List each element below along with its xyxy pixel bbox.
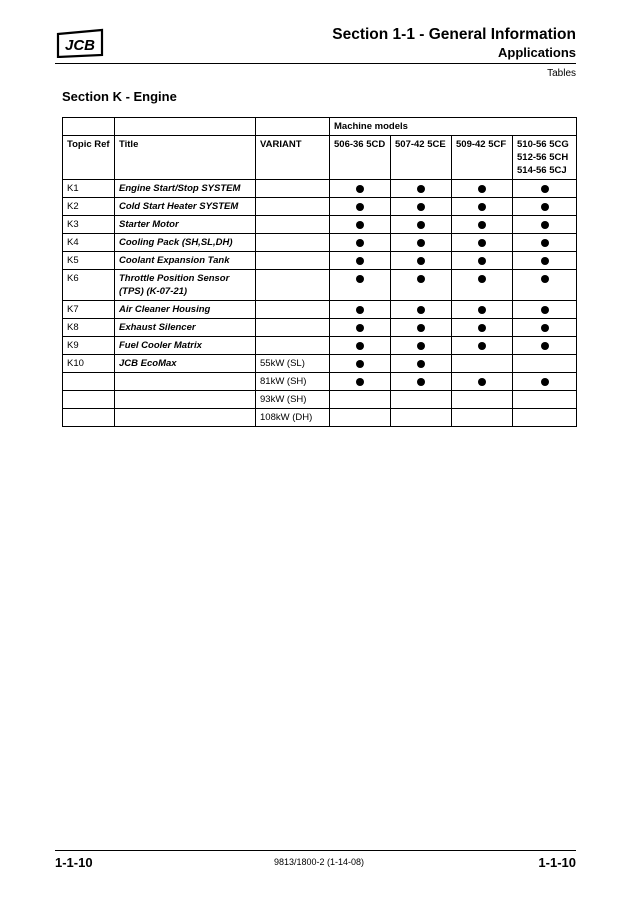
applies-dot-icon — [417, 239, 425, 247]
title-cell: Exhaust Silencer — [115, 319, 256, 337]
topic-ref-cell: K2 — [63, 198, 115, 216]
model-3-cell — [452, 270, 513, 301]
applies-dot-icon — [356, 185, 364, 193]
model-1-cell — [330, 301, 391, 319]
model-1-cell — [330, 270, 391, 301]
model-4-cell — [513, 337, 577, 355]
model-1-cell — [330, 180, 391, 198]
applies-dot-icon — [417, 360, 425, 368]
applies-dot-icon — [417, 221, 425, 229]
model-2-cell — [391, 216, 452, 234]
table-row — [63, 252, 577, 270]
topic-ref-cell — [63, 391, 115, 409]
applies-dot-icon — [541, 239, 549, 247]
model-1-cell — [330, 216, 391, 234]
applies-dot-icon — [356, 342, 364, 350]
model-3-cell — [452, 337, 513, 355]
model-4-cell — [513, 319, 577, 337]
document-reference: 9813/1800-2 (1-14-08) — [273, 857, 365, 867]
table-group-header-row — [63, 118, 577, 136]
table-row — [63, 319, 577, 337]
topic-ref-cell: K5 — [63, 252, 115, 270]
variant-cell — [256, 198, 330, 216]
title-cell — [115, 373, 256, 391]
applies-dot-icon — [541, 257, 549, 265]
applies-dot-icon — [541, 378, 549, 386]
model-3-cell — [452, 180, 513, 198]
variant-cell — [256, 180, 330, 198]
col-header-model-2: 507-42 5CE — [391, 136, 452, 180]
topic-ref-cell: K1 — [63, 180, 115, 198]
applies-dot-icon — [541, 185, 549, 193]
table-row — [63, 373, 577, 391]
table-row — [63, 234, 577, 252]
table-row — [63, 337, 577, 355]
applies-dot-icon — [478, 221, 486, 229]
model-4-cell — [513, 198, 577, 216]
topic-ref-cell — [63, 373, 115, 391]
footer-divider — [55, 850, 576, 851]
variant-cell — [256, 252, 330, 270]
model-1-cell — [330, 252, 391, 270]
table-row — [63, 391, 577, 409]
header-divider — [55, 63, 576, 64]
model-1-cell — [330, 234, 391, 252]
title-cell: Starter Motor — [115, 216, 256, 234]
variant-cell: 81kW (SH) — [256, 373, 330, 391]
variant-cell: 108kW (DH) — [256, 409, 330, 427]
applies-dot-icon — [478, 342, 486, 350]
topic-ref-cell: K9 — [63, 337, 115, 355]
applies-dot-icon — [356, 378, 364, 386]
model-4-cell — [513, 391, 577, 409]
table-row — [63, 355, 577, 373]
model-2-cell — [391, 319, 452, 337]
applications-table — [62, 117, 577, 427]
applies-dot-icon — [541, 275, 549, 283]
applies-dot-icon — [356, 239, 364, 247]
applies-dot-icon — [541, 221, 549, 229]
applies-dot-icon — [541, 203, 549, 211]
model-2-cell — [391, 252, 452, 270]
table-row — [63, 270, 577, 301]
model-1-cell — [330, 373, 391, 391]
applies-dot-icon — [478, 275, 486, 283]
applies-dot-icon — [356, 257, 364, 265]
col-header-model-3: 509-42 5CF — [452, 136, 513, 180]
applies-dot-icon — [356, 203, 364, 211]
applies-dot-icon — [417, 324, 425, 332]
applies-dot-icon — [417, 275, 425, 283]
title-cell — [115, 391, 256, 409]
topic-ref-cell: K3 — [63, 216, 115, 234]
title-cell — [115, 409, 256, 427]
title-cell: Cold Start Heater SYSTEM — [115, 198, 256, 216]
col-header-model-1: 506-36 5CD — [330, 136, 391, 180]
applies-dot-icon — [356, 306, 364, 314]
applies-dot-icon — [417, 185, 425, 193]
variant-cell — [256, 337, 330, 355]
model-2-cell — [391, 198, 452, 216]
topic-ref-cell: K4 — [63, 234, 115, 252]
variant-cell — [256, 216, 330, 234]
applies-dot-icon — [478, 185, 486, 193]
model-2-cell — [391, 337, 452, 355]
variant-cell — [256, 234, 330, 252]
table-column-header-row — [63, 136, 577, 180]
model-1-cell — [330, 198, 391, 216]
col-header-title: Title — [115, 136, 256, 180]
model-2-cell — [391, 373, 452, 391]
topic-ref-cell: K6 — [63, 270, 115, 301]
model-3-cell — [452, 319, 513, 337]
model-2-cell — [391, 391, 452, 409]
section-subtitle: Applications — [497, 45, 576, 60]
model-2-cell — [391, 355, 452, 373]
variant-cell: 55kW (SL) — [256, 355, 330, 373]
model-3-cell — [452, 234, 513, 252]
table-row — [63, 198, 577, 216]
title-cell: JCB EcoMax — [115, 355, 256, 373]
title-cell: Air Cleaner Housing — [115, 301, 256, 319]
model-3-cell — [452, 301, 513, 319]
topic-ref-cell: K8 — [63, 319, 115, 337]
topic-ref-cell: K10 — [63, 355, 115, 373]
title-cell: Engine Start/Stop SYSTEM — [115, 180, 256, 198]
page-heading: Section K - Engine — [62, 89, 177, 104]
topic-ref-cell: K7 — [63, 301, 115, 319]
jcb-logo — [55, 28, 105, 58]
model-2-cell — [391, 270, 452, 301]
model-3-cell — [452, 198, 513, 216]
variant-cell — [256, 319, 330, 337]
model-4-cell — [513, 373, 577, 391]
section-title: Section 1-1 - General Information — [332, 26, 576, 43]
model-4-cell — [513, 180, 577, 198]
applies-dot-icon — [417, 378, 425, 386]
table-row — [63, 409, 577, 427]
col-header-variant: VARIANT — [256, 136, 330, 180]
model-3-cell — [452, 252, 513, 270]
svg-text:JCB: JCB — [64, 37, 96, 54]
model-3-cell — [452, 373, 513, 391]
applies-dot-icon — [356, 324, 364, 332]
model-1-cell — [330, 409, 391, 427]
variant-cell — [256, 301, 330, 319]
topic-ref-cell — [63, 409, 115, 427]
model-4-cell — [513, 234, 577, 252]
model-4-cell — [513, 270, 577, 301]
model-2-cell — [391, 180, 452, 198]
model-4-cell — [513, 355, 577, 373]
tables-label: Tables — [547, 68, 576, 79]
model-2-cell — [391, 409, 452, 427]
applies-dot-icon — [478, 203, 486, 211]
applies-dot-icon — [541, 342, 549, 350]
applies-dot-icon — [356, 275, 364, 283]
table-row — [63, 216, 577, 234]
applies-dot-icon — [417, 306, 425, 314]
col-header-topic-ref: Topic Ref — [63, 136, 115, 180]
table-row — [63, 180, 577, 198]
applies-dot-icon — [478, 378, 486, 386]
machine-models-header: Machine models — [330, 118, 577, 136]
model-4-cell — [513, 409, 577, 427]
applies-dot-icon — [356, 360, 364, 368]
variant-cell — [256, 270, 330, 301]
col-header-model-4: 510-56 5CG 512-56 5CH 514-56 5CJ — [513, 136, 577, 180]
applies-dot-icon — [417, 257, 425, 265]
model-3-cell — [452, 355, 513, 373]
title-cell: Throttle Position Sensor (TPS) (K-07-21) — [115, 270, 256, 301]
model-4-cell — [513, 301, 577, 319]
model-4-cell — [513, 252, 577, 270]
model-3-cell — [452, 216, 513, 234]
model-1-cell — [330, 355, 391, 373]
title-cell: Fuel Cooler Matrix — [115, 337, 256, 355]
model-3-cell — [452, 391, 513, 409]
applies-dot-icon — [478, 257, 486, 265]
applies-dot-icon — [478, 324, 486, 332]
model-1-cell — [330, 337, 391, 355]
title-cell: Coolant Expansion Tank — [115, 252, 256, 270]
applies-dot-icon — [356, 221, 364, 229]
table-row — [63, 301, 577, 319]
model-2-cell — [391, 234, 452, 252]
title-cell: Cooling Pack (SH,SL,DH) — [115, 234, 256, 252]
page-number-left: 1-1-10 — [55, 855, 93, 870]
model-3-cell — [452, 409, 513, 427]
applies-dot-icon — [541, 306, 549, 314]
page-number-right: 1-1-10 — [538, 855, 576, 870]
variant-cell: 93kW (SH) — [256, 391, 330, 409]
applies-dot-icon — [541, 324, 549, 332]
model-2-cell — [391, 301, 452, 319]
applies-dot-icon — [417, 342, 425, 350]
model-1-cell — [330, 319, 391, 337]
applies-dot-icon — [417, 203, 425, 211]
applies-dot-icon — [478, 306, 486, 314]
applies-dot-icon — [478, 239, 486, 247]
model-1-cell — [330, 391, 391, 409]
model-4-cell — [513, 216, 577, 234]
